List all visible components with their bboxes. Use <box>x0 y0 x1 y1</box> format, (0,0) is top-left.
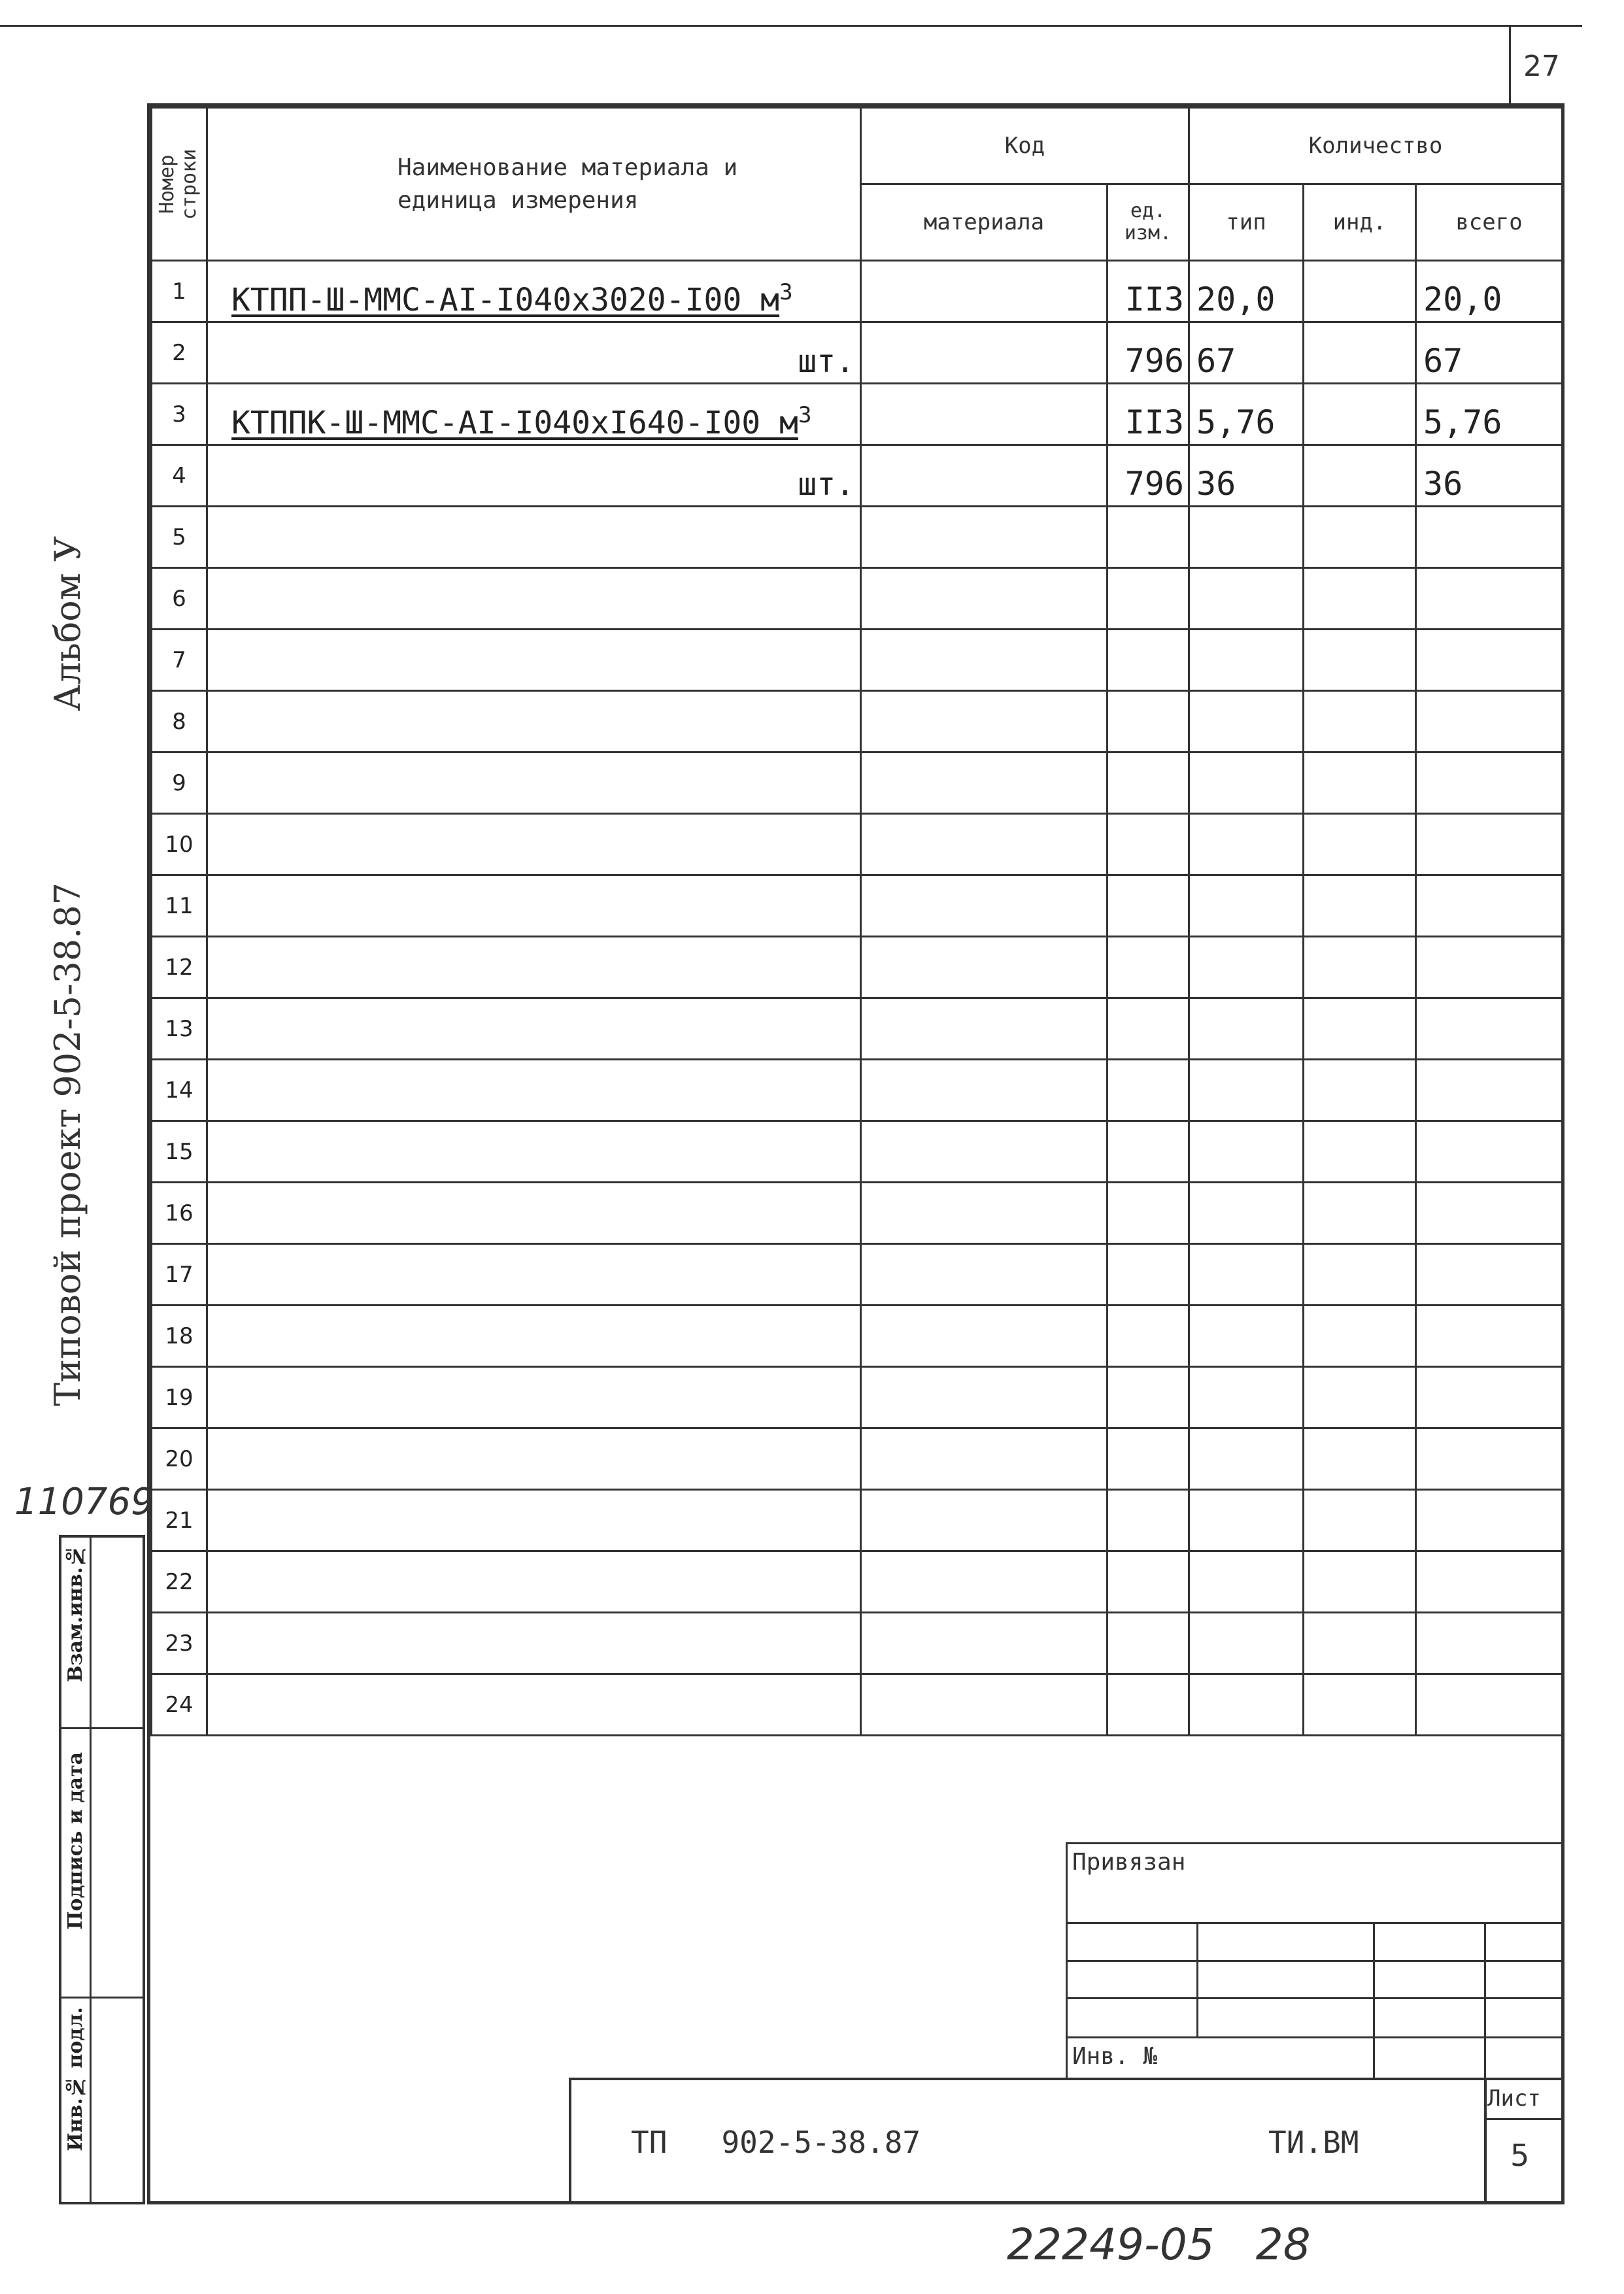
unit-code <box>1108 1490 1189 1551</box>
material-name <box>207 1428 861 1490</box>
quantity-ind <box>1304 1367 1416 1428</box>
album-label: Альбом У <box>47 536 88 711</box>
quantity-tip <box>1189 875 1304 937</box>
material-code <box>861 1367 1108 1428</box>
table-row <box>152 1367 1563 1428</box>
table-row <box>152 445 1563 507</box>
material-name <box>207 261 861 322</box>
unit-code <box>1108 1613 1189 1674</box>
quantity-tip <box>1189 1306 1304 1367</box>
row-number: 23 <box>152 1613 207 1674</box>
quantity-tip <box>1189 1183 1304 1244</box>
quantity-total <box>1416 875 1563 937</box>
tb-sheet-left <box>1484 2078 1487 2204</box>
material-name <box>207 1674 861 1736</box>
material-name <box>207 568 861 630</box>
unit-code <box>1108 630 1189 691</box>
quantity-tip <box>1189 937 1304 998</box>
unit-code <box>1108 998 1189 1060</box>
material-name <box>207 322 861 384</box>
quantity-tip <box>1189 752 1304 814</box>
material-name <box>207 752 861 814</box>
quantity-tip <box>1189 630 1304 691</box>
quantity-tip <box>1189 1613 1304 1674</box>
quantity-total: 5,76 <box>1416 384 1563 445</box>
row-number: 20 <box>152 1428 207 1490</box>
quantity-tip <box>1189 998 1304 1060</box>
quantity-ind <box>1304 875 1416 937</box>
table-row <box>152 1060 1563 1121</box>
page-number: 27 <box>1523 50 1560 83</box>
row-number: 19 <box>152 1367 207 1428</box>
quantity-total <box>1416 1244 1563 1306</box>
row-number: 24 <box>152 1674 207 1736</box>
material-name <box>207 1244 861 1306</box>
quantity-tip <box>1189 1244 1304 1306</box>
table-row <box>152 384 1563 445</box>
quantity-ind <box>1304 1121 1416 1183</box>
material-code <box>861 1244 1108 1306</box>
stamp-vzam-label: Взам.инв.№ <box>64 1544 87 1682</box>
row-number: 21 <box>152 1490 207 1551</box>
material-name <box>207 1306 861 1367</box>
unit-code <box>1108 691 1189 752</box>
unit-exponent: 3 <box>798 402 812 428</box>
stamp-podpis-label: Подпись и дата <box>64 1752 87 1930</box>
doc-suffix: ТИ.ВМ <box>1268 2125 1359 2160</box>
quantity-total <box>1416 1490 1563 1551</box>
quantity-ind <box>1304 1244 1416 1306</box>
quantity-total <box>1416 814 1563 875</box>
row-number: 13 <box>152 998 207 1060</box>
header-row-number: Номер строки <box>152 108 207 261</box>
material-code <box>861 752 1108 814</box>
sheet-number: 5 <box>1510 2138 1530 2173</box>
material-code <box>861 1490 1108 1551</box>
quantity-total <box>1416 1306 1563 1367</box>
material-code <box>861 1613 1108 1674</box>
tb-top <box>1066 1842 1561 1844</box>
row-number: 12 <box>152 937 207 998</box>
material-code <box>861 445 1108 507</box>
unit-code <box>1108 568 1189 630</box>
material-name-text: КТППК-Ш-ММС-АI-I040xI640-I00 м <box>231 405 798 441</box>
unit-code: II3 <box>1108 384 1189 445</box>
table-row <box>152 1183 1563 1244</box>
tb-h1 <box>1066 1922 1561 1924</box>
unit-code: 796 <box>1108 322 1189 384</box>
quantity-total <box>1416 1060 1563 1121</box>
table-row <box>152 507 1563 568</box>
quantity-ind <box>1304 568 1416 630</box>
row-number: 4 <box>152 445 207 507</box>
quantity-total <box>1416 568 1563 630</box>
unit-exponent: 3 <box>779 279 793 305</box>
quantity-total <box>1416 1367 1563 1428</box>
quantity-total: 67 <box>1416 322 1563 384</box>
row-number: 7 <box>152 630 207 691</box>
unit-code: 796 <box>1108 445 1189 507</box>
quantity-tip <box>1189 1674 1304 1736</box>
top-rule <box>0 25 1582 27</box>
quantity-tip <box>1189 1490 1304 1551</box>
quantity-total <box>1416 752 1563 814</box>
quantity-tip <box>1189 1367 1304 1428</box>
header-material: материала <box>861 184 1108 261</box>
tb-v1 <box>1196 1922 1198 2036</box>
header-ind: инд. <box>1304 184 1416 261</box>
table-row <box>152 937 1563 998</box>
table-row <box>152 1244 1563 1306</box>
quantity-ind <box>1304 1306 1416 1367</box>
row-number: 16 <box>152 1183 207 1244</box>
quantity-total: 36 <box>1416 445 1563 507</box>
row-number: 2 <box>152 322 207 384</box>
quantity-tip <box>1189 1060 1304 1121</box>
quantity-ind <box>1304 445 1416 507</box>
row-number: 3 <box>152 384 207 445</box>
quantity-total <box>1416 691 1563 752</box>
quantity-tip <box>1189 507 1304 568</box>
material-name <box>207 1490 861 1551</box>
stamp-divider-1 <box>61 1727 143 1729</box>
quantity-total <box>1416 507 1563 568</box>
material-name <box>207 937 861 998</box>
row-number: 10 <box>152 814 207 875</box>
unit-code <box>1108 752 1189 814</box>
quantity-ind <box>1304 322 1416 384</box>
quantity-tip <box>1189 814 1304 875</box>
sheet-label: Лист <box>1487 2085 1541 2112</box>
unit-code <box>1108 814 1189 875</box>
material-code <box>861 507 1108 568</box>
row-number: 18 <box>152 1306 207 1367</box>
material-name <box>207 691 861 752</box>
quantity-total <box>1416 1428 1563 1490</box>
quantity-tip <box>1189 1551 1304 1613</box>
row-number: 1 <box>152 261 207 322</box>
table-row <box>152 998 1563 1060</box>
unit-code <box>1108 875 1189 937</box>
material-name <box>207 507 861 568</box>
quantity-tip <box>1189 1121 1304 1183</box>
material-code <box>861 261 1108 322</box>
quantity-ind <box>1304 1551 1416 1613</box>
page-num-rule <box>1509 27 1511 104</box>
tb-h2 <box>1066 1960 1561 1962</box>
project-label: Типовой проект 902-5-38.87 <box>47 883 88 1406</box>
material-name <box>207 630 861 691</box>
tb-main-top <box>569 2078 1561 2080</box>
row-number: 11 <box>152 875 207 937</box>
material-code <box>861 1121 1108 1183</box>
unit-code <box>1108 1306 1189 1367</box>
inv-no-label: Инв. № <box>1072 2043 1158 2070</box>
quantity-ind <box>1304 691 1416 752</box>
quantity-total <box>1416 630 1563 691</box>
unit-code <box>1108 937 1189 998</box>
quantity-ind <box>1304 1674 1416 1736</box>
quantity-total <box>1416 1551 1563 1613</box>
unit-code <box>1108 1674 1189 1736</box>
table-row <box>152 875 1563 937</box>
unit-code <box>1108 1060 1189 1121</box>
material-name <box>207 1613 861 1674</box>
unit-code <box>1108 1183 1189 1244</box>
material-code <box>861 1060 1108 1121</box>
material-name <box>207 1367 861 1428</box>
unit-code <box>1108 1428 1189 1490</box>
table-row <box>152 322 1563 384</box>
table-row <box>152 568 1563 630</box>
row-number: 6 <box>152 568 207 630</box>
material-name <box>207 1183 861 1244</box>
quantity-tip: 67 <box>1189 322 1304 384</box>
material-code <box>861 630 1108 691</box>
quantity-tip <box>1189 1428 1304 1490</box>
quantity-ind <box>1304 261 1416 322</box>
quantity-ind <box>1304 752 1416 814</box>
table-row <box>152 1428 1563 1490</box>
table-row <box>152 630 1563 691</box>
materials-table <box>150 107 1563 1736</box>
header-quantity: Количество <box>1189 108 1563 184</box>
header-unit: ед. изм. <box>1108 184 1189 261</box>
material-code <box>861 875 1108 937</box>
quantity-ind <box>1304 1613 1416 1674</box>
material-name <box>207 998 861 1060</box>
quantity-ind <box>1304 507 1416 568</box>
quantity-tip: 36 <box>1189 445 1304 507</box>
table-row <box>152 1674 1563 1736</box>
tb-sheet-h <box>1484 2118 1561 2120</box>
quantity-total <box>1416 1183 1563 1244</box>
quantity-ind <box>1304 937 1416 998</box>
row-number: 9 <box>152 752 207 814</box>
row-number: 8 <box>152 691 207 752</box>
material-code <box>861 1674 1108 1736</box>
unit-code <box>1108 1367 1189 1428</box>
quantity-total <box>1416 1674 1563 1736</box>
tb-h3 <box>1066 1997 1561 1999</box>
tb-h4 <box>1066 2036 1561 2038</box>
table-row <box>152 1551 1563 1613</box>
stamp-divider-2 <box>61 1997 143 1999</box>
quantity-total <box>1416 1613 1563 1674</box>
material-name-text: шт. <box>798 466 854 503</box>
tb-main-left <box>569 2078 571 2204</box>
material-name <box>207 1121 861 1183</box>
material-code <box>861 384 1108 445</box>
quantity-total <box>1416 1121 1563 1183</box>
handwritten-inv-number: 110769 <box>14 1481 154 1523</box>
material-name <box>207 814 861 875</box>
quantity-total <box>1416 937 1563 998</box>
quantity-ind <box>1304 1183 1416 1244</box>
row-number: 5 <box>152 507 207 568</box>
row-number: 14 <box>152 1060 207 1121</box>
material-code <box>861 998 1108 1060</box>
material-code <box>861 1183 1108 1244</box>
handwritten-footer-code: 22249-05 28 <box>1007 2219 1311 2270</box>
unit-code: II3 <box>1108 261 1189 322</box>
material-name <box>207 1551 861 1613</box>
table-row <box>152 1121 1563 1183</box>
header-tip: тип <box>1189 184 1304 261</box>
material-name-text: КТПП-Ш-ММС-АI-I040x3020-I00 м <box>231 282 780 318</box>
doc-code: ТП 902-5-38.87 <box>631 2125 921 2160</box>
unit-code <box>1108 1244 1189 1306</box>
material-name <box>207 384 861 445</box>
table-row <box>152 752 1563 814</box>
quantity-ind <box>1304 1060 1416 1121</box>
table-row <box>152 1613 1563 1674</box>
quantity-ind <box>1304 384 1416 445</box>
quantity-ind <box>1304 998 1416 1060</box>
table-row <box>152 1306 1563 1367</box>
material-code <box>861 814 1108 875</box>
quantity-ind <box>1304 814 1416 875</box>
table-row <box>152 814 1563 875</box>
unit-code <box>1108 1121 1189 1183</box>
material-name-text: шт. <box>798 343 854 380</box>
quantity-ind <box>1304 1490 1416 1551</box>
row-number: 15 <box>152 1121 207 1183</box>
material-code <box>861 568 1108 630</box>
header-code: Код <box>861 108 1189 184</box>
material-code <box>861 937 1108 998</box>
material-name <box>207 1060 861 1121</box>
material-code <box>861 1306 1108 1367</box>
quantity-tip <box>1189 691 1304 752</box>
stamp-inv-label: Инв.№ подл. <box>64 2007 87 2151</box>
header-total: всего <box>1416 184 1563 261</box>
header-name: Наименование материала и единица измерения <box>207 108 861 261</box>
quantity-total <box>1416 998 1563 1060</box>
tb-v2 <box>1373 1922 1375 2079</box>
table-row <box>152 691 1563 752</box>
quantity-total: 20,0 <box>1416 261 1563 322</box>
tb-v3 <box>1484 1922 1486 2085</box>
privyazan-label: Привязан <box>1072 1849 1186 1876</box>
material-code <box>861 1551 1108 1613</box>
quantity-ind <box>1304 630 1416 691</box>
material-name <box>207 875 861 937</box>
material-code <box>861 322 1108 384</box>
material-code <box>861 1428 1108 1490</box>
row-number: 17 <box>152 1244 207 1306</box>
material-code <box>861 691 1108 752</box>
unit-code <box>1108 507 1189 568</box>
row-number: 22 <box>152 1551 207 1613</box>
table-row <box>152 1490 1563 1551</box>
table-row <box>152 261 1563 322</box>
quantity-ind <box>1304 1428 1416 1490</box>
material-name <box>207 445 861 507</box>
unit-code <box>1108 1551 1189 1613</box>
quantity-tip: 5,76 <box>1189 384 1304 445</box>
quantity-tip <box>1189 568 1304 630</box>
quantity-tip: 20,0 <box>1189 261 1304 322</box>
